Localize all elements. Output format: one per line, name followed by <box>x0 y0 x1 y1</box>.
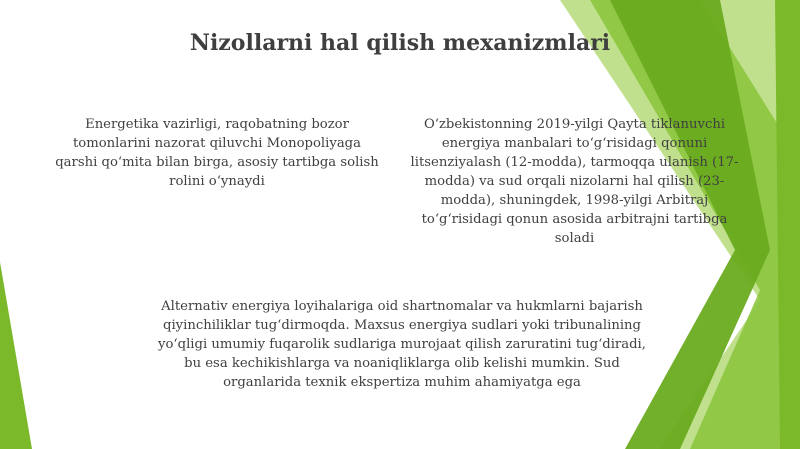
left-paragraph: Energetika vazirligi, raqobatning bozor tomonlarini nazorat qiluvchi Monopoliyaga qarshi qo‘mita bilan birga, asosiy tartibga solish rolini o‘ynaydi <box>55 117 379 189</box>
slide-title: Nizollarni hal qilish mexanizmlari <box>189 30 611 56</box>
left-corner-shape <box>0 262 32 449</box>
bottom-paragraph: Alternativ energiya loyihalariga oid shartnomalar va hukmlarni bajarish qiyinchiliklar tug‘dirmoqda. Maxsus energiya sudlari yoki tribunalining yo‘qligi umumiy fuqarolik sudlariga murojaat qilish zaruratini tug‘diradi, bu esa kechikishlarga va noaniqliklarga olib kelishi mumkin. Sud organlarida texnik ekspertiza muhim ahamiyatga ega <box>158 299 646 390</box>
right-paragraph: O‘zbekistonning 2019-yilgi Qayta tiklanuvchi energiya manbalari to‘g‘risidagi qonuni litsenziyalash (12-modda), tarmoqqa ulanish (17-modda) va sud orqali nizolarni hal qilish (23-modda), shuningdek, 1998-yilgi Arbitraj to‘g‘risidagi qonun asosida arbitrajni tartibga soladi <box>410 117 739 246</box>
